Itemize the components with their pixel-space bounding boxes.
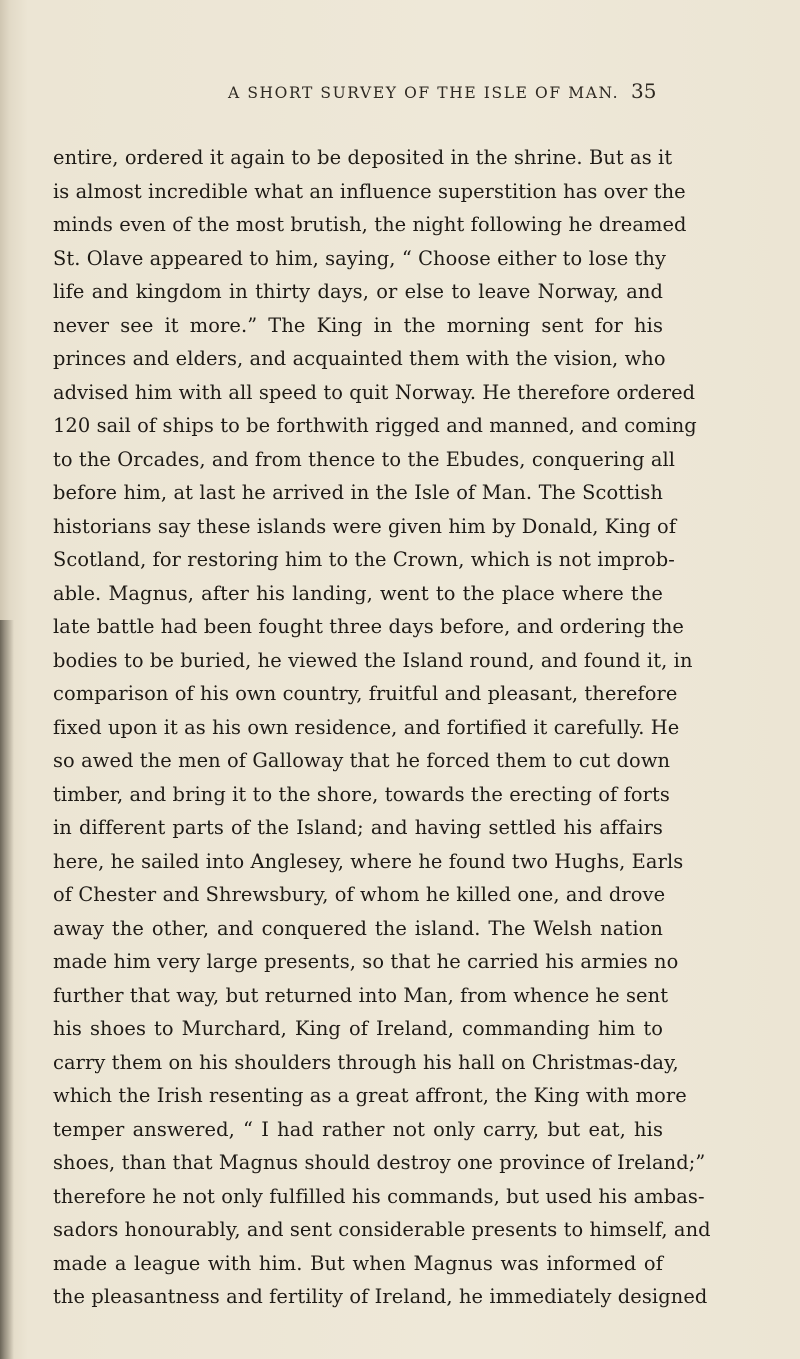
running-head-title: A SHORT SURVEY OF THE ISLE OF MAN. bbox=[228, 84, 620, 102]
text-line: in different parts of the Island; and having settled his affairs bbox=[53, 816, 663, 839]
text-line: before him, at last he arrived in the Isle of Man. The Scottish bbox=[53, 481, 663, 504]
text-line: his shoes to Murchard, King of Ireland, commanding him to bbox=[53, 1017, 663, 1040]
text-line: here, he sailed into Anglesey, where he found two Hughs, Earls bbox=[53, 849, 684, 873]
text-line: comparison of his own country, fruitful and pleasant, therefore bbox=[53, 682, 678, 705]
running-head bbox=[0, 79, 800, 114]
text-line: temper answered, “ I had rather not only carry, but eat, his bbox=[53, 1117, 663, 1141]
text-line: of Chester and Shrewsbury, of whom he killed one, and drove bbox=[53, 883, 666, 906]
text-line: timber, and bring it to the shore, towards the erecting of forts bbox=[53, 782, 670, 806]
text-line: fixed upon it as his own residence, and fortified it carefully. He bbox=[53, 715, 680, 739]
text-line: late battle had been fought three days before, and ordering the bbox=[53, 615, 684, 638]
text-line: 120 sail of ships to be forthwith rigged and manned, and coming bbox=[53, 414, 697, 437]
text-line: so awed the men of Galloway that he forced them to cut down bbox=[53, 749, 671, 772]
text-line: Scotland, for restoring him to the Crown, which is not improb- bbox=[53, 548, 675, 571]
text-line: carry them on his shoulders through his hall on Christmas-day, bbox=[53, 1050, 679, 1074]
text-line: away the other, and conquered the island. The Welsh nation bbox=[53, 916, 663, 940]
body-text bbox=[53, 141, 711, 1314]
text-line: sadors honourably, and sent considerable presents to himself, and bbox=[53, 1218, 711, 1241]
text-line: made him very large presents, so that he carried his armies no bbox=[53, 950, 679, 973]
text-line: to the Orcades, and from thence to the Ebudes, conquering all bbox=[53, 447, 676, 471]
text-line: entire, ordered it again to be deposited in the shrine. But as it bbox=[53, 146, 673, 169]
text-line: shoes, than that Magnus should destroy one province of Ireland;” bbox=[53, 1151, 706, 1174]
text-line: St. Olave appeared to him, saying, “ Choose either to lose thy bbox=[53, 246, 667, 270]
text-line: princes and elders, and acquainted them with the vision, who bbox=[53, 347, 666, 370]
text-line: never see it more.” The King in the morning sent for his bbox=[53, 313, 663, 337]
text-line: historians say these islands were given him by Donald, King of bbox=[53, 514, 677, 538]
text-line: is almost incredible what an influence superstition has over the bbox=[53, 179, 686, 203]
text-line: made a league with him. But when Magnus was informed of bbox=[53, 1251, 663, 1275]
text-line: minds even of the most brutish, the night following he dreamed bbox=[53, 213, 687, 236]
text-line: the pleasantness and fertility of Ireland, he immediately designed bbox=[53, 1285, 708, 1308]
page-number: 35 bbox=[631, 79, 657, 103]
text-line: life and kingdom in thirty days, or else to leave Norway, and bbox=[53, 280, 663, 303]
text-line: further that way, but returned into Man, from whence he sent bbox=[53, 983, 669, 1007]
text-line: which the Irish resenting as a great affront, the King with more bbox=[53, 1084, 687, 1107]
text-line: bodies to be buried, he viewed the Island round, and found it, in bbox=[53, 648, 693, 672]
binding-gutter-shadow bbox=[0, 620, 14, 1359]
text-line: able. Magnus, after his landing, went to the place where the bbox=[53, 581, 663, 605]
text-line: therefore he not only fulfilled his commands, but used his ambas- bbox=[53, 1184, 705, 1208]
text-line: advised him with all speed to quit Norway. He therefore ordered bbox=[53, 380, 696, 404]
